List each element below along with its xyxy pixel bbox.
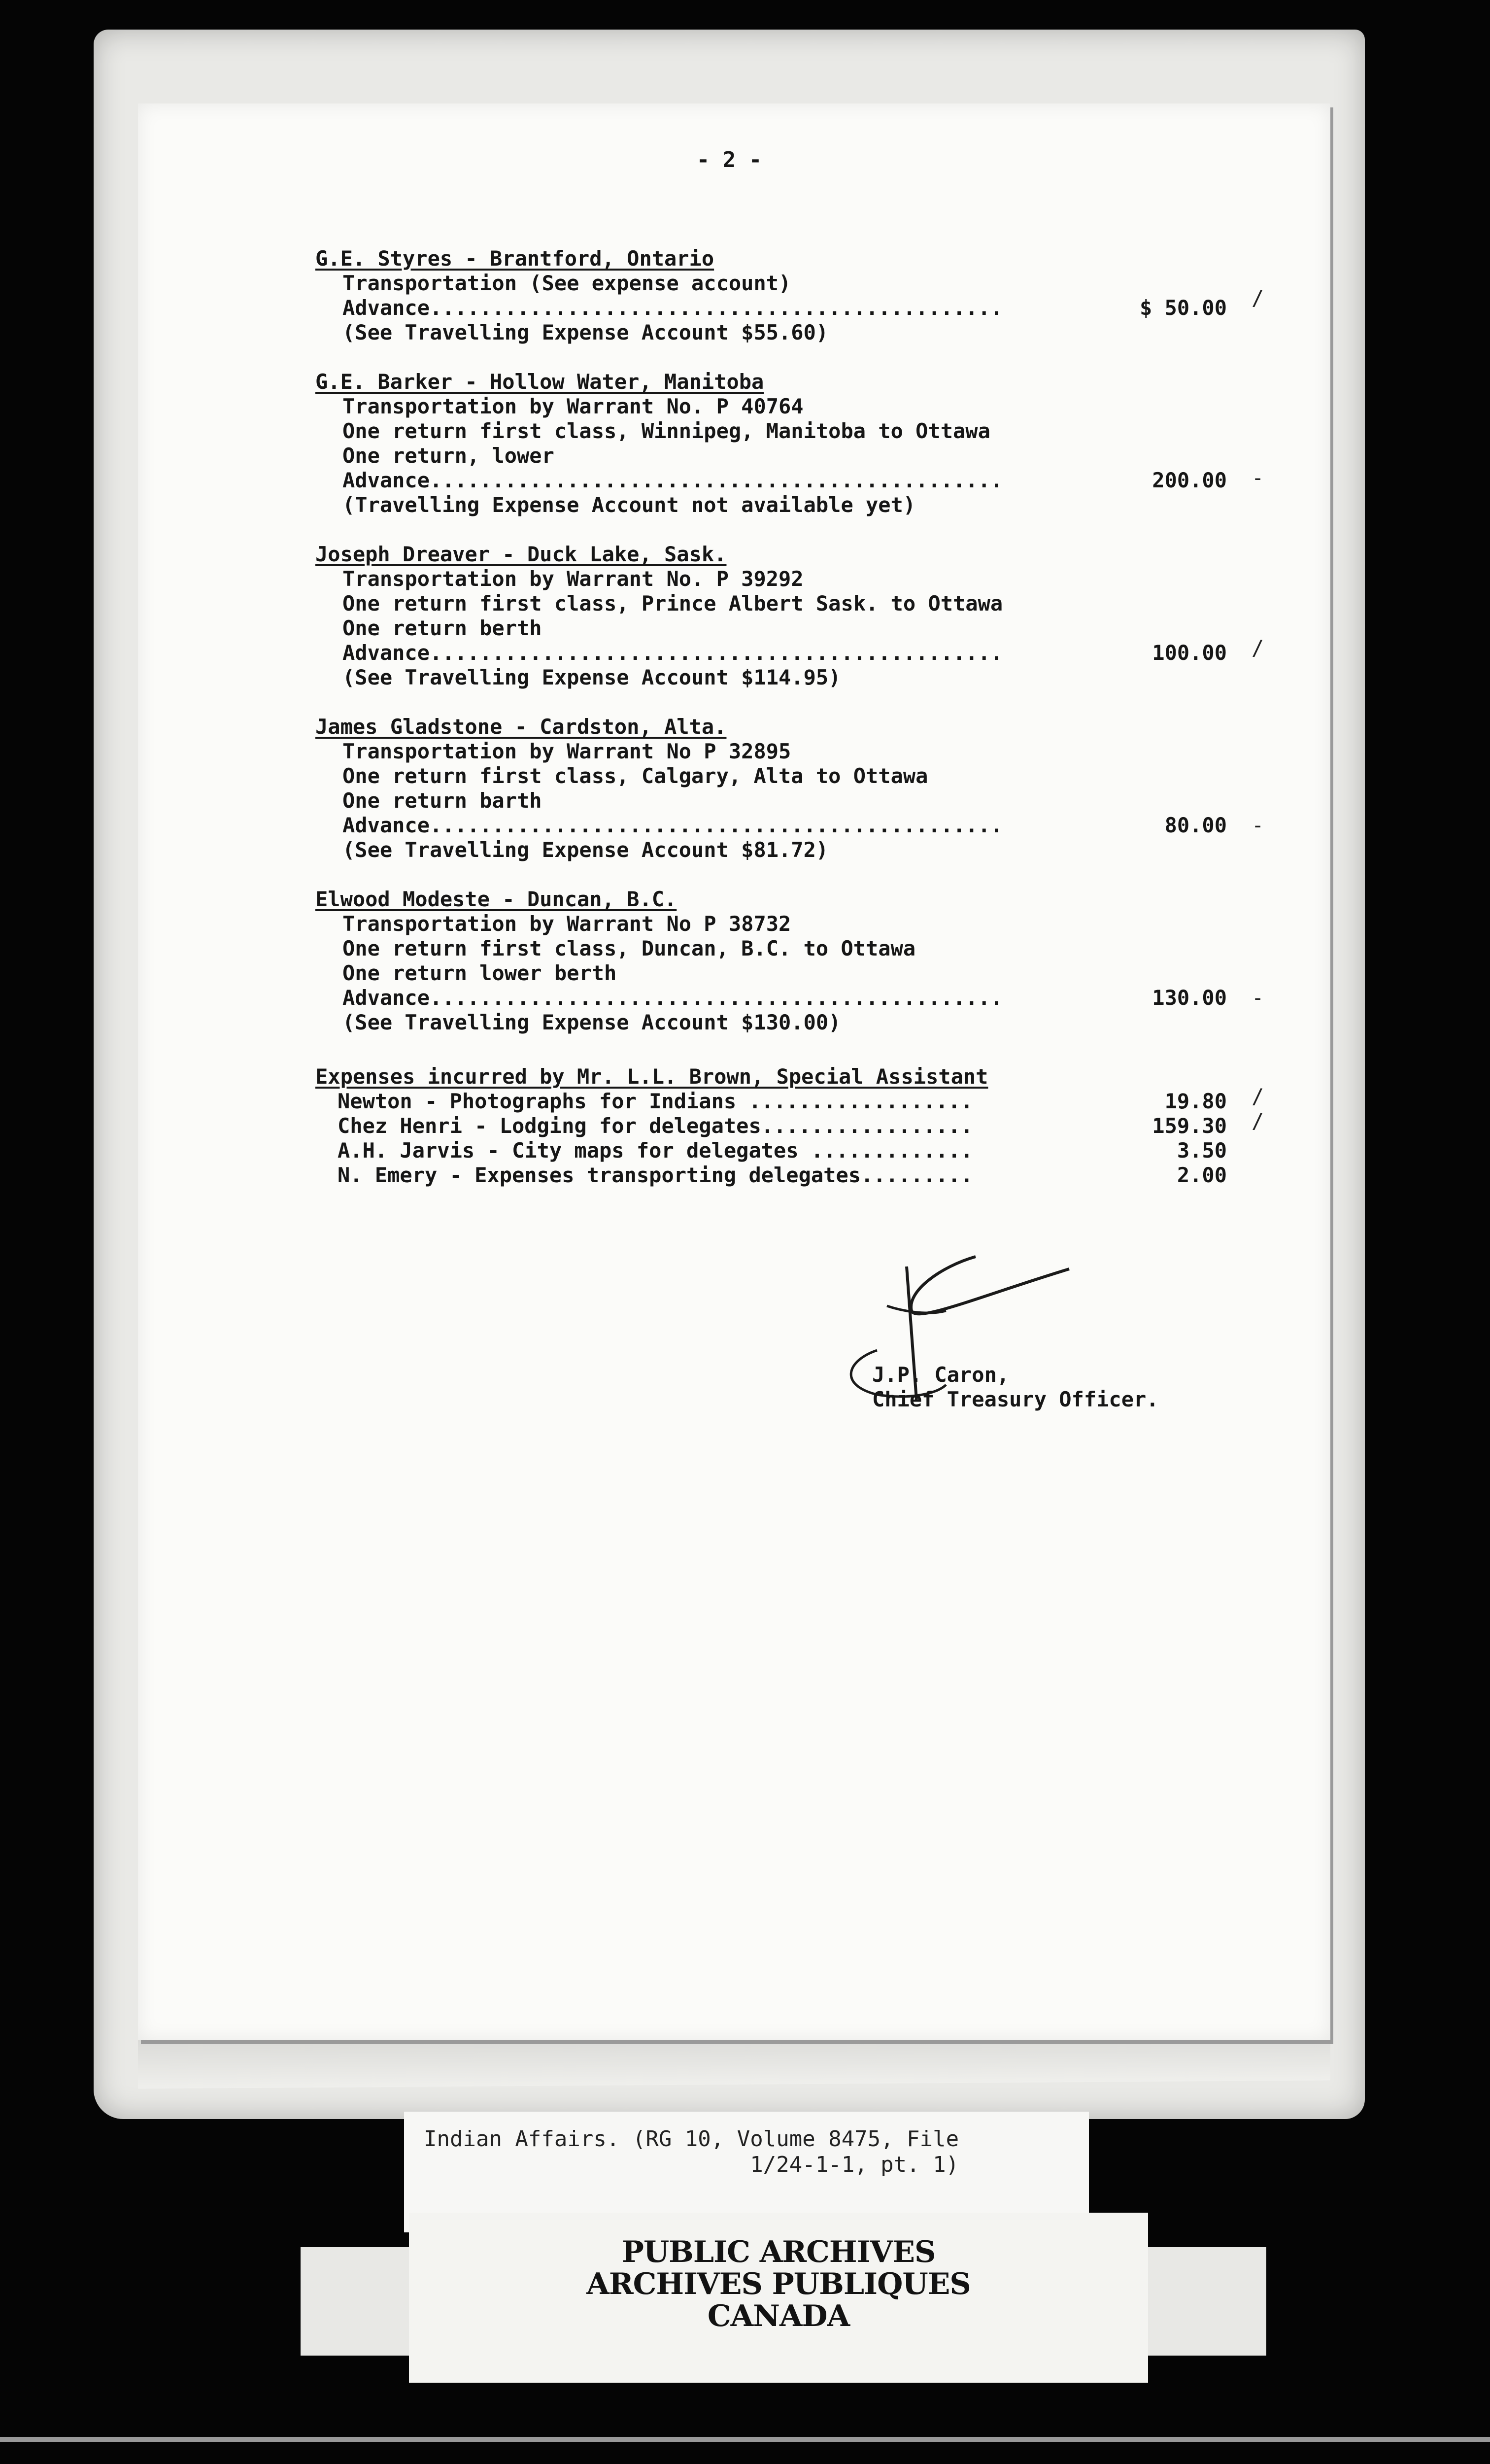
expense-item: A.H. Jarvis - City maps for delegates ............. bbox=[338, 1138, 973, 1163]
entry-line: One return first class, Prince Albert Sask. to Ottawa bbox=[342, 591, 1003, 616]
expense-amount: 2.00 bbox=[1177, 1163, 1227, 1187]
entry-title: G.E. Barker - Hollow Water, Manitoba bbox=[315, 370, 764, 394]
check-mark-icon: - bbox=[1252, 466, 1264, 490]
archive-stamp-line: PUBLIC ARCHIVES bbox=[621, 2235, 936, 2269]
entry-line: Transportation by Warrant No. P 40764 bbox=[342, 394, 804, 418]
entry-line: (See Travelling Expense Account $114.95) bbox=[342, 665, 841, 689]
entry-line: One return first class, Calgary, Alta to Ottawa bbox=[342, 764, 928, 788]
entry-title: Elwood Modeste - Duncan, B.C. bbox=[315, 887, 677, 911]
entry-line: Transportation by Warrant No P 38732 bbox=[342, 912, 791, 936]
page-number: - 2 - bbox=[696, 147, 762, 172]
entry-line: Transportation (See expense account) bbox=[342, 271, 791, 295]
entry-line: One return first class, Winnipeg, Manitoba to Ottawa bbox=[342, 419, 990, 443]
entry-line: (See Travelling Expense Account $81.72) bbox=[342, 838, 829, 862]
entry-title: Joseph Dreaver - Duck Lake, Sask. bbox=[315, 542, 727, 566]
delegate-entry bbox=[315, 887, 1252, 1035]
entry-amount: $ 50.00 bbox=[1139, 296, 1227, 320]
entry-line: One return barth bbox=[342, 788, 542, 813]
expense-amount: 3.50 bbox=[1177, 1138, 1227, 1163]
entry-line: One return lower berth bbox=[342, 961, 617, 985]
document-body bbox=[138, 103, 1330, 2040]
entry-line: (See Travelling Expense Account $55.60) bbox=[342, 320, 829, 344]
entry-line: One return berth bbox=[342, 616, 542, 640]
expense-item: N. Emery - Expenses transporting delegates......... bbox=[338, 1163, 973, 1187]
entry-amount: 100.00 bbox=[1152, 641, 1227, 665]
entry-line: Advance.............................................. bbox=[342, 468, 1003, 492]
archive-stamp-line: ARCHIVES PUBLIQUES bbox=[586, 2267, 971, 2301]
archive-reference-line: Indian Affairs. (RG 10, Volume 8475, File bbox=[424, 2126, 959, 2152]
delegate-entry bbox=[315, 715, 1252, 862]
check-mark-icon: / bbox=[1252, 1109, 1264, 1133]
entry-line: (Travelling Expense Account not available yet) bbox=[342, 493, 916, 517]
signatory-name: J.P. Caron, bbox=[872, 1363, 1010, 1387]
expenses-title: Expenses incurred by Mr. L.L. Brown, Special Assistant bbox=[315, 1064, 988, 1089]
entry-amount: 80.00 bbox=[1164, 813, 1227, 837]
expense-amount: 19.80 bbox=[1164, 1089, 1227, 1113]
check-mark-icon: - bbox=[1252, 813, 1264, 837]
archive-stamp-line: CANADA bbox=[707, 2299, 850, 2333]
delegate-entry bbox=[315, 370, 1252, 517]
typed-document bbox=[138, 103, 1330, 2040]
expense-item: Newton - Photographs for Indians .................. bbox=[338, 1089, 973, 1113]
entry-line: Transportation by Warrant No P 32895 bbox=[342, 739, 791, 763]
expense-item: Chez Henri - Lodging for delegates................. bbox=[338, 1114, 973, 1138]
check-mark-icon: - bbox=[1252, 986, 1264, 1010]
archive-stamp bbox=[409, 2213, 1148, 2383]
archive-reference-text bbox=[424, 2126, 1079, 2178]
entry-amount: 200.00 bbox=[1152, 468, 1227, 492]
archive-reference-line: 1/24-1-1, pt. 1) bbox=[424, 2152, 959, 2177]
check-mark-icon: / bbox=[1252, 636, 1264, 660]
entry-line: Advance.............................................. bbox=[342, 986, 1003, 1010]
signatory-title: Chief Treasury Officer. bbox=[872, 1387, 1159, 1411]
entry-line: One return, lower bbox=[342, 444, 554, 468]
expense-amount: 159.30 bbox=[1152, 1114, 1227, 1138]
entry-line: Advance.............................................. bbox=[342, 813, 1003, 837]
entry-line: Transportation by Warrant No. P 39292 bbox=[342, 567, 804, 591]
entry-title: G.E. Styres - Brantford, Ontario bbox=[315, 246, 714, 271]
entry-line: (See Travelling Expense Account $130.00) bbox=[342, 1010, 841, 1034]
check-mark-icon: / bbox=[1252, 1084, 1264, 1108]
delegate-entry bbox=[315, 542, 1252, 690]
entry-amount: 130.00 bbox=[1152, 986, 1227, 1010]
entry-line: Advance.............................................. bbox=[342, 296, 1003, 320]
entry-line: Advance.............................................. bbox=[342, 641, 1003, 665]
entry-title: James Gladstone - Cardston, Alta. bbox=[315, 715, 727, 739]
bottom-rule bbox=[0, 2437, 1490, 2442]
entry-line: One return first class, Duncan, B.C. to Ottawa bbox=[342, 936, 916, 960]
check-mark-icon: / bbox=[1252, 286, 1264, 310]
